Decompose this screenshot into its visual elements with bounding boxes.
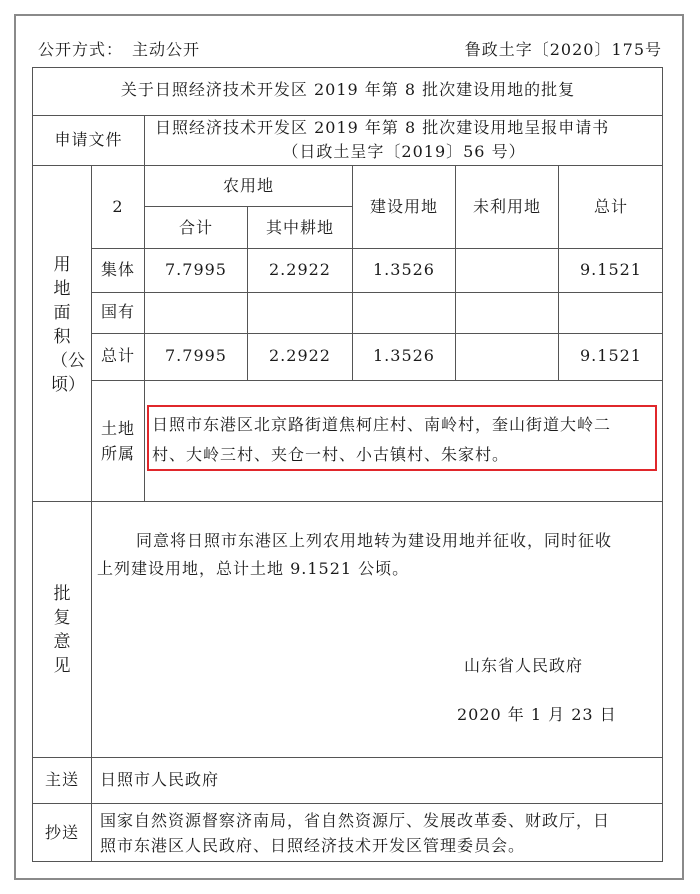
cell-total-construction: 1.3526 — [373, 346, 435, 365]
main-send-value: 日照市人民政府 — [100, 770, 220, 789]
main-send-label: 主送 — [44, 770, 79, 789]
application-line-2: （日政土呈字〔2019〕56 号） — [282, 142, 526, 161]
belong-label-2: 所属 — [100, 444, 135, 463]
cell-total-farmland: 2.2922 — [269, 346, 331, 365]
opinion-line-2: 上列建设用地，总计土地 9.1521 公顷。 — [97, 559, 410, 578]
total-header: 总计 — [593, 197, 628, 216]
cell-collective-construction: 1.3526 — [373, 260, 435, 279]
row-label-total: 总计 — [100, 346, 135, 365]
opinion-label: 批复意见 — [53, 584, 71, 676]
belong-line-2: 村、大岭三村、夹仓一村、小古镇村、朱家村。 — [152, 445, 510, 464]
agri-header: 农用地 — [222, 176, 274, 195]
construction-header: 建设用地 — [369, 197, 438, 216]
belong-line-1: 日照市东港区北京路街道焦柯庄村、南岭村，奎山街道大岭二 — [152, 415, 612, 434]
cc-line-2: 照市东港区人民政府、日照经济技术开发区管理委员会。 — [100, 836, 526, 855]
cc-line-1: 国家自然资源督察济南局，省自然资源厅、发展改革委、财政厅，日 — [100, 811, 611, 830]
corner-number: 2 — [112, 197, 124, 216]
cell-collective-farmland: 2.2922 — [269, 260, 331, 279]
issue-date: 2020 年 1 月 23 日 — [457, 705, 617, 724]
unused-header: 未利用地 — [472, 197, 541, 216]
row-label-collective: 集体 — [100, 260, 135, 279]
cell-collective-total: 9.1521 — [580, 260, 642, 279]
application-label: 申请文件 — [54, 130, 123, 149]
issuer: 山东省人民政府 — [464, 656, 584, 675]
land-area-label: 用地面积（公顷） — [51, 255, 85, 395]
agri-total-header: 合计 — [178, 218, 213, 237]
document-number: 鲁政土字〔2020〕175号 — [464, 40, 662, 59]
cell-collective-agri: 7.7995 — [165, 260, 227, 279]
farmland-header: 其中耕地 — [265, 218, 334, 237]
disclosure-method: 公开方式： 主动公开 — [38, 40, 201, 59]
belong-label-1: 土地 — [100, 419, 135, 438]
cell-total-total: 9.1521 — [580, 346, 642, 365]
document-title: 关于日照经济技术开发区 2019 年第 8 批次建设用地的批复 — [120, 80, 576, 99]
cell-total-agri: 7.7995 — [165, 346, 227, 365]
cc-label: 抄送 — [44, 823, 79, 842]
row-label-state: 国有 — [100, 302, 135, 321]
opinion-line-1: 同意将日照市东港区上列农用地转为建设用地并征收，同时征收 — [136, 531, 613, 550]
application-line-1: 日照经济技术开发区 2019 年第 8 批次建设用地呈报申请书 — [155, 118, 610, 137]
